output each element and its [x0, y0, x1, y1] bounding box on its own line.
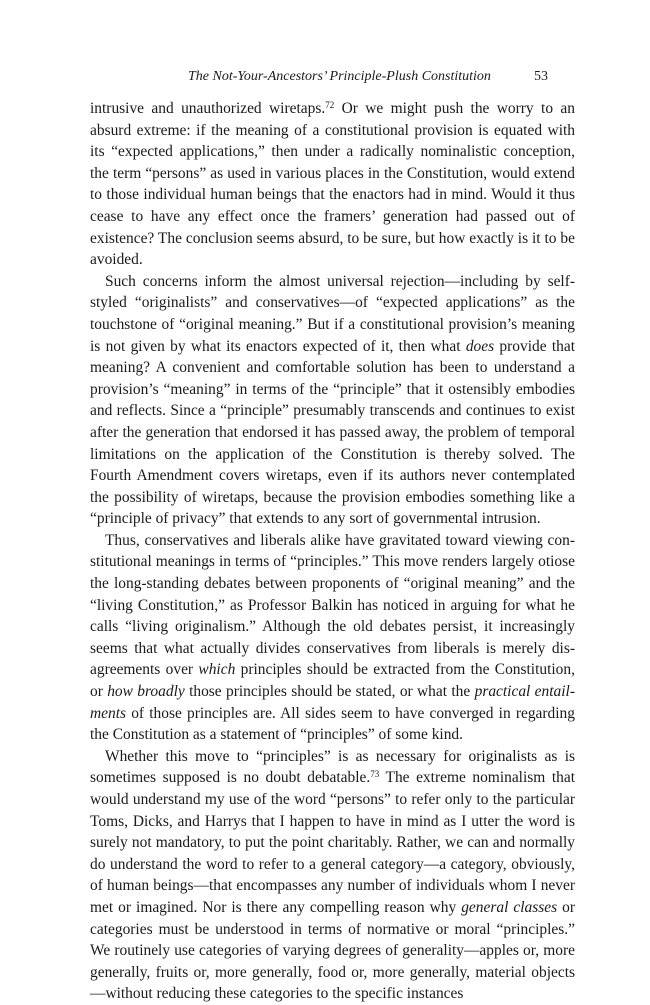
text-run: or categories must be understood in terms of normative or moral “principles.” We routinely use categories of varying degrees of generality—apples or, more generally, fruits or, more generally, food or, more generally, material objects—without reducing these categories to the specific instances — [90, 898, 575, 1003]
body-text — [90, 98, 575, 1005]
paragraph — [90, 98, 575, 271]
running-title: The Not-Your-Ancestors’ Principle-Plush Constitution — [188, 69, 491, 84]
text-run: of those principles are. All sides seem to have converged in regarding the Constitution as a statement of “principles” of some kind. — [90, 704, 575, 744]
text-run: The extreme nominalism that would understand my use of the word “persons” to refer only to the particular Toms, Dicks, and Harrys that I happen to have in mind as I utter the word is surely not mandatory, to put the point charitably. Rather, we can and normally do understand the word to refer to a general category—a category, obviously, of human beings—that encompasses any number of individuals whom I never met or imagined. Nor is there any compelling reason why — [90, 769, 575, 916]
text-run: those principles should be stated, or what the — [184, 683, 475, 701]
text-run: Whether this move to “principles” is as necessary for originalists as is sometimes supposed is no doubt debatable. — [90, 747, 575, 787]
page-number: 53 — [534, 69, 548, 84]
emphasis: general classes — [461, 898, 558, 916]
paragraph — [90, 530, 575, 746]
paragraph — [90, 271, 575, 530]
text-run: Or we might push the worry to an absurd extreme: if the meaning of a constitutional provision is equated with its “expected applications,” then under a radically nominalistic conception, the term “persons” as used in various places in the Constitution, would extend to those individual human beings that the enactors had in mind. Would it thus cease to have any effect once the framers’ generation had passed out of existence? The conclusion seems absurd, to be sure, but how exactly is it to be avoided. — [90, 100, 575, 269]
footnote-marker: 73 — [370, 769, 380, 780]
text-run: intrusive and unauthorized wiretaps. — [90, 100, 326, 117]
emphasis: does — [465, 337, 495, 355]
emphasis: practical entailments — [90, 683, 575, 722]
emphasis: which — [198, 661, 236, 679]
text-run: principles should be extracted from the Constitution, or — [90, 661, 575, 701]
emphasis: how broadly — [107, 683, 185, 701]
running-header — [90, 67, 560, 87]
footnote-marker: 72 — [325, 100, 335, 110]
text-run: provide that meaning? A convenient and comfortable solution has been to understand a provision’s “meaning” in terms of the “principle” that it ostensibly embodies and reflects. Since a “principle” presumably transcends and continues to exist after the generation that endorsed it has passed away, the problem of temporal limitations on the application of the Constitution is thereby solved. The Fourth Amendment covers wiretaps, even if its authors never contemplated the possibility of wiretaps, because the provision embodies something like a “principle of privacy” that extends to any sort of governmental intrusion. — [90, 337, 575, 528]
text-run: Such concerns inform the almost universal rejection—including by self-styled “originalists” and conservatives—of “expected applications” as the touchstone of “original meaning.” But if a constitutional provision’s meaning is not given by what its enactors expected of it, then what — [90, 272, 575, 355]
text-run: Thus, conservatives and liberals alike have gravitated toward viewing constitutional meanings in terms of “principles.” This move renders largely otiose the long-standing debates between proponents of “original meaning” and the “living Constitution,” as Professor Balkin has noticed in arguing for what he calls “living originalism.” Although the old debates persist, it increasingly seems that what actually divides conservatives from liberals is merely disagreements over — [90, 531, 575, 679]
paragraph — [90, 746, 575, 1005]
